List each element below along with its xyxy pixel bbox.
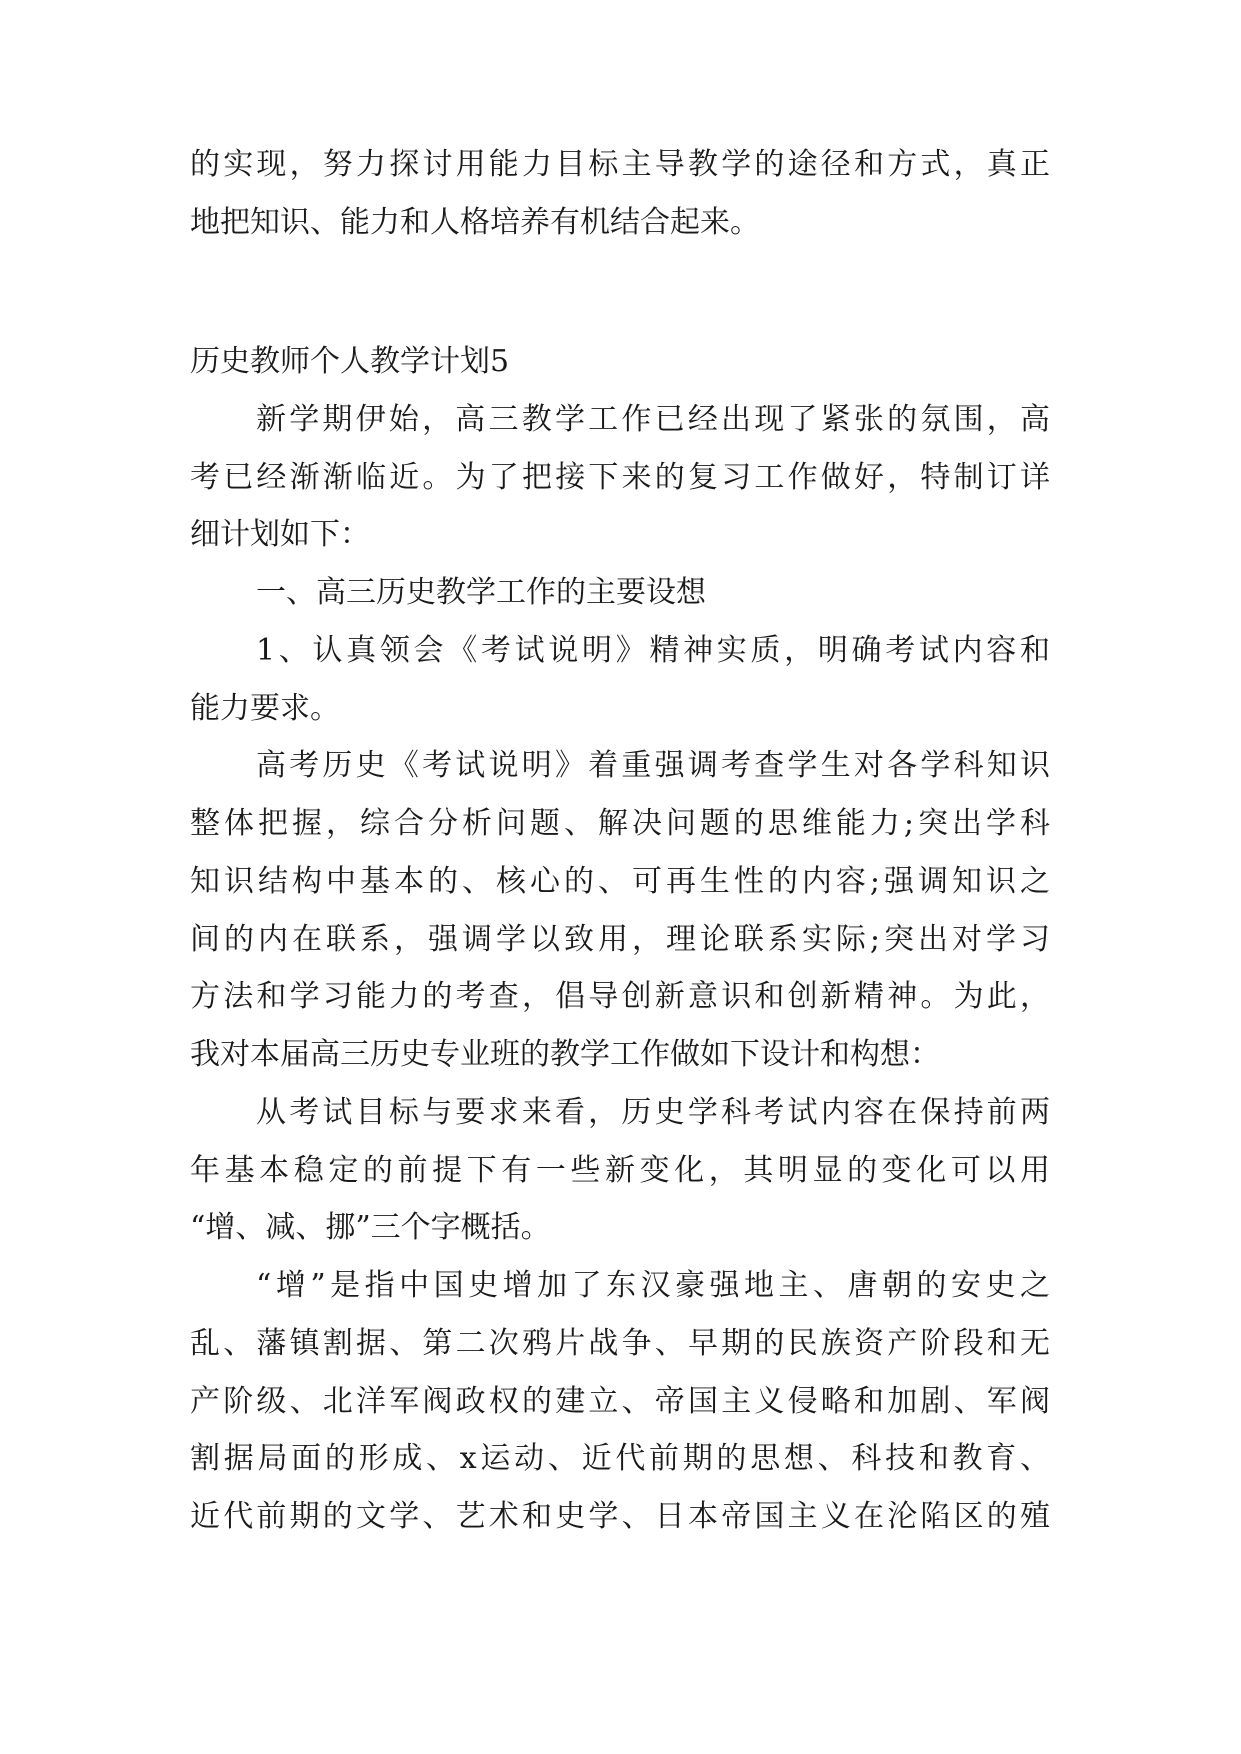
paragraph-line: “增”是指中国史增加了东汉豪强地主、唐朝的安史之 [256,1268,1050,1303]
paragraph-line: 间的内在联系，强调学以致用，理论联系实际;突出对学习 [190,922,1050,957]
paragraph-line: 细计划如下： [190,517,370,552]
paragraph-line: 近代前期的文学、艺术和史学、日本帝国主义在沦陷区的殖 [190,1499,1050,1534]
paragraph-line: 高考历史《考试说明》着重强调考查学生对各学科知识 [256,748,1050,783]
paragraph-line: 1、认真领会《考试说明》精神实质，明确考试内容和 [256,633,1050,668]
paragraph-line: 割据局面的形成、x运动、近代前期的思想、科技和教育、 [190,1441,1050,1476]
paragraph-line: 我对本届高三历史专业班的教学工作做如下设计和构想： [190,1037,940,1072]
paragraph-line: 能力要求。 [190,691,340,726]
paragraph-line: “增、减、挪”三个字概括。 [190,1210,551,1245]
paragraph-line: 地把知识、能力和人格培养有机结合起来。 [190,205,760,240]
paragraph-line: 乱、藩镇割据、第二次鸦片战争、早期的民族资产阶段和无 [190,1326,1050,1361]
section-heading: 历史教师个人教学计划5 [190,344,510,379]
paragraph-line: 从考试目标与要求来看，历史学科考试内容在保持前两 [256,1095,1050,1130]
paragraph-line: 产阶级、北洋军阀政权的建立、帝国主义侵略和加剧、军阀 [190,1384,1050,1419]
paragraph-line: 年基本稳定的前提下有一些新变化，其明显的变化可以用 [190,1153,1050,1188]
paragraph-line: 整体把握，综合分析问题、解决问题的思维能力;突出学科 [190,806,1050,841]
paragraph-line: 考已经渐渐临近。为了把接下来的复习工作做好，特制订详 [190,460,1050,495]
paragraph-line: 的实现，努力探讨用能力目标主导教学的途径和方式，真正 [190,147,1050,182]
subheading-line: 一、高三历史教学工作的主要设想 [256,575,706,610]
paragraph-line: 新学期伊始，高三教学工作已经出现了紧张的氛围，高 [256,402,1050,437]
paragraph-line: 知识结构中基本的、核心的、可再生性的内容;强调知识之 [190,864,1050,899]
paragraph-line: 方法和学习能力的考查，倡导创新意识和创新精神。为此， [190,979,1050,1014]
